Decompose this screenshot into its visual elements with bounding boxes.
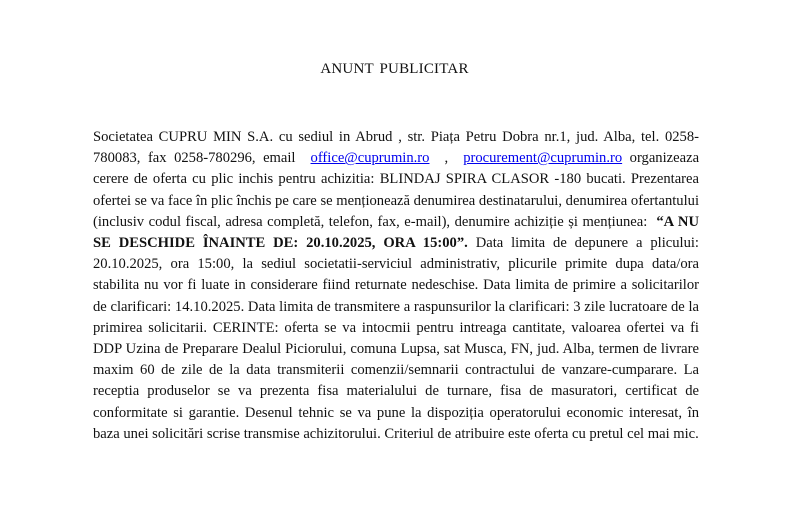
end-text: Data limita de depunere a plicului: 20.10.2025, ora 15:00, la sediul societatii-serviciul administrativ, plicurile primite dupa data/ora stabilita nu vor fi luate in considerare fiind returnate nedeschise. Data limita de primire a solicitarilor de clarificari: 14.10.2025. Data limita de transmitere a raspunsurilor la clarificari: 3 zile lucratoare de la primirea solicitarii. CERINTE: oferta se va intocmii pentru intreaga cantitate, valoarea ofertei va fi DDP Uzina de Preparare Dealul Piciorului, comuna Lupsa, sat Musca, FN, jud. Alba, termen de livrare maxim 60 de zile de la data transmiterii comenzii/semnarii contractului de vanzare-cumparare. La receptia produselor se va prezenta fisa materialului de turnare, fisa de masuratori, certificat de conformitate si garantie. Desenul tehnic se va pune la dispoziția operatorului economic interesat, în baza unei solicitări scrise transmise achizitorului. Criteriul de atribuire este oferta cu pretul cel mai mic. [93, 235, 699, 442]
intro-text: Societatea CUPRU MIN S.A. cu sediul in Abrud , str. Piața Petru Dobra nr.1, jud. Alba, tel. 0258-780083, fax 0258-780296, email [93, 129, 699, 167]
email-office-link[interactable]: office@cuprumin.ro [310, 150, 430, 167]
email-separator: , [444, 150, 449, 167]
email-procurement-link[interactable]: procurement@cuprumin.ro [463, 150, 623, 167]
bold-notice: “A NU SE DESCHIDE ÎNAINTE DE: 20.10.2025, ORA 15:00”. [93, 213, 699, 252]
announcement-paragraph [93, 127, 699, 445]
middle-text: organizeaza cerere de oferta cu plic inchis pentru achizitia: BLINDAJ SPIRA CLASOR -180 bucati. Prezentarea ofertei se va face în plic închis pe care se menționează denumirea destinatarului, denumirea ofertantului (inclusiv codul fiscal, adresa completă, telefon, fax, e-mail), denumire achiziție și mențiunea: [93, 150, 700, 230]
document-title: ANUNT PUBLICITAR [320, 61, 469, 77]
